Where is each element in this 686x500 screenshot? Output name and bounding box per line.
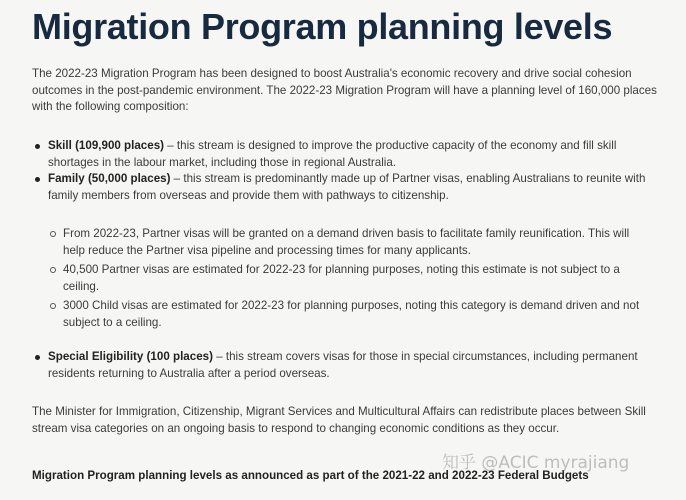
stream-text: – this stream covers visas for those in special circumstances, including permanent residents returning to Australia after a period overseas.: [48, 350, 638, 380]
page-title: Migration Program planning levels: [32, 6, 613, 47]
stream-item-special: [32, 349, 657, 382]
family-note: From 2022-23, Partner visas will be granted on a demand driven basis to facilitate family reunification. This will help reduce the Partner visa pipeline and processing times for many applicants.: [48, 226, 653, 259]
stream-text: – this stream is designed to improve the productive capacity of the economy and fill skill shortages in the labour market, including those in regional Australia.: [48, 139, 617, 169]
stream-text: – this stream is predominantly made up of Partner visas, enabling Australians to reunite with family members from overseas and provide them with pathways to citizenship.: [48, 172, 646, 202]
minister-paragraph: The Minister for Immigration, Citizenship, Migrant Services and Multicultural Affairs can redistribute places between Skill stream visa categories on an ongoing basis to respond to changing economic conditions as they occur.: [32, 405, 646, 435]
stream-item-skill: [32, 138, 657, 171]
intro-paragraph: The 2022-23 Migration Program has been designed to boost Australia's economic recovery and drive social cohesion outcomes in the post-pandemic environment. The 2022-23 Migration Program will have a planning level of 160,000 places with the following composition:: [32, 67, 657, 113]
watermark: 知乎 @ACIC myrajiang: [442, 453, 630, 473]
stream-label: Special Eligibility (100 places): [48, 350, 213, 363]
stream-label: Skill (109,900 places): [48, 139, 165, 152]
family-note: 3000 Child visas are estimated for 2022-23 for planning purposes, noting this category is demand driven and not subject to a ceiling.: [48, 298, 653, 331]
stream-list: [32, 138, 657, 204]
family-note: 40,500 Partner visas are estimated for 2022-23 for planning purposes, noting this estimate is not subject to a ceiling.: [48, 262, 653, 295]
family-notes-list: [48, 226, 653, 334]
stream-item-family: [32, 171, 657, 204]
special-stream-list: [32, 349, 657, 382]
section-heading: Migration Program planning levels as announced as part of the 2021-22 and 2022-23 Federal Budgets: [32, 469, 589, 482]
stream-label: Family (50,000 places): [48, 172, 171, 185]
